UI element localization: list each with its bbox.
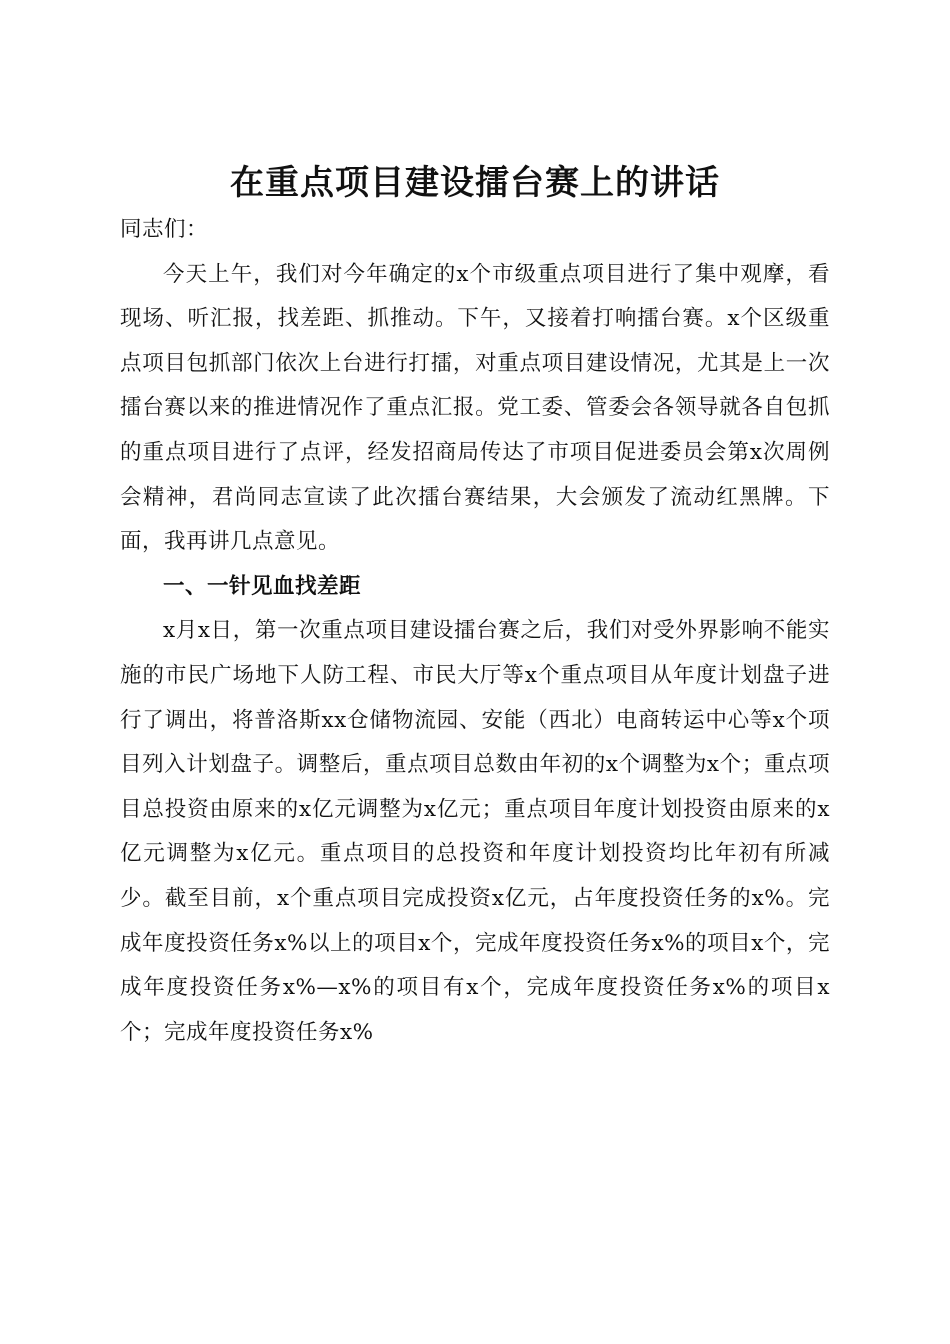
paragraph-intro: 今天上午，我们对今年确定的x个市级重点项目进行了集中观摩，看现场、听汇报，找差距、抓推动。下午，又接着打响擂台赛。x个区级重点项目包抓部门依次上台进行打擂，对重点项目建设情况，尤其是上一次擂台赛以来的推进情况作了重点汇报。党工委、管委会各领导就各自包抓的重点项目进行了点评，经发招商局传达了市项目促进委员会第x次周例会精神，君尚同志宣读了此次擂台赛结果，大会颁发了流动红黑牌。下面，我再讲几点意见。 xyxy=(120,261,830,555)
salutation: 同志们： xyxy=(120,217,209,242)
document-title: 在重点项目建设擂台赛上的讲话 xyxy=(230,162,720,203)
document-body xyxy=(120,208,830,1055)
paragraph-section-1: x月x日，第一次重点项目建设擂台赛之后，我们对受外界影响不能实施的市民广场地下人防工程、市民大厅等x个重点项目从年度计划盘子进行了调出，将普洛斯xx仓储物流园、安能（西北）电商转运中心等x个项目列入计划盘子。调整后，重点项目总数由年初的x个调整为x个；重点项目总投资由原来的x亿元调整为x亿元；重点项目年度计划投资由原来的x亿元调整为x亿元。重点项目的总投资和年度计划投资均比年初有所减少。截至目前，x个重点项目完成投资x亿元，占年度投资任务的x%。完成年度投资任务x%以上的项目x个，完成年度投资任务x%的项目x个，完成年度投资任务x%—x%的项目有x个，完成年度投资任务x%的项目x个；完成年度投资任务x% xyxy=(120,618,830,1045)
section-heading-1: 一、一针见血找差距 xyxy=(163,573,362,599)
